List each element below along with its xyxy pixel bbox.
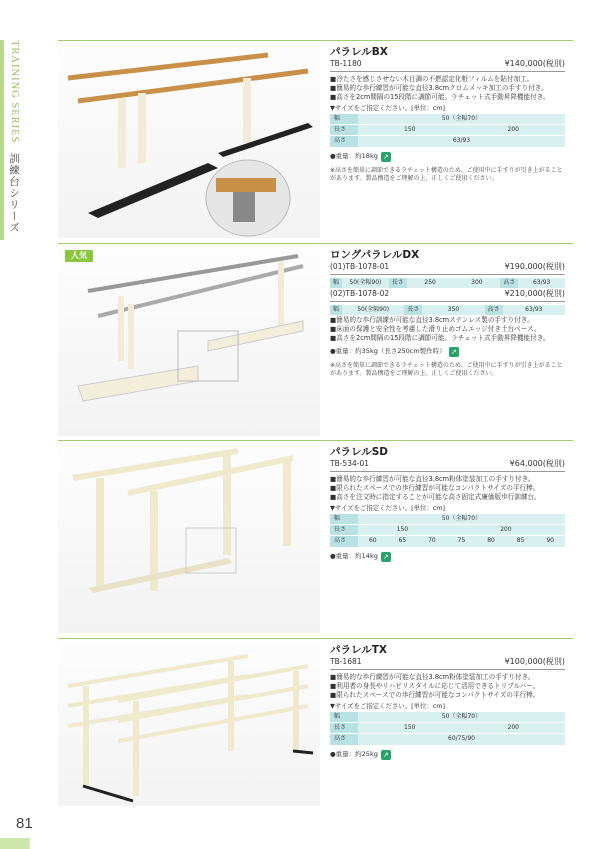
size-note: ▼サイズをご指定ください。[単位：cm] [330, 503, 445, 512]
spec-value: 50（全幅70） [358, 712, 565, 723]
feature: ■限られたスペースでの歩行練習が可能なコンパクトサイズの平行棒。 [330, 483, 540, 492]
product-long-parallel-dx [330, 248, 565, 378]
weight-row [330, 750, 565, 760]
product-image-long-parallel-dx [58, 246, 320, 436]
weight-icon: ↗ [381, 152, 391, 162]
product-price: ¥210,000(税別) [504, 289, 565, 299]
variant1-spec [330, 278, 565, 288]
spec-label: 長さ [330, 125, 358, 136]
popular-badge: 人気 [65, 250, 93, 262]
page-number: 81 [16, 815, 33, 832]
weight: ●重量：約14kg [330, 552, 378, 561]
spec-value: 150 [358, 525, 447, 536]
divider [58, 243, 573, 244]
feature: ■利用者の身長やリハビリスタイルに応じて活用できるトリプルバー。 [330, 681, 540, 690]
product-code: (01)TB-1078-01 [330, 262, 390, 272]
spec-value: 60 [358, 536, 388, 547]
divider [58, 440, 573, 441]
spec-value: 250 [407, 278, 454, 288]
spec-label: 高さ [500, 278, 518, 288]
product-price: ¥100,000(税別) [504, 657, 565, 667]
spec-value: 80 [476, 536, 506, 547]
spec-value: 65 [388, 536, 418, 547]
spec-value: 50(全幅90) [342, 278, 389, 288]
spec-value: 200 [447, 525, 565, 536]
product-code: TB-534-01 [330, 459, 369, 469]
spec-value: 150 [358, 723, 462, 734]
spec-value: 50（全幅70） [358, 514, 565, 525]
spec-label: 幅 [330, 114, 358, 125]
spec-value: 63/93 [358, 136, 565, 147]
feature: ■簡易的な歩行練習が可能な直径3.8cmクロムメッキ加工の手すり付き。 [330, 83, 548, 92]
spec-value: 70 [417, 536, 447, 547]
product-price: ¥190,000(税別) [504, 262, 565, 272]
note: ※高さを簡単に調節できるラチェット構造のため、ご使用中に手すりが引き上がることがあります。製品構造をご理解の上、正しくご使用ください。 [330, 361, 563, 377]
spec-value: 75 [447, 536, 477, 547]
spec-value: 300 [454, 278, 501, 288]
weight-icon: ↗ [381, 552, 391, 562]
spec-label: 高さ [330, 136, 358, 147]
spec-label: 幅 [330, 278, 342, 288]
feature: ■床面の保護と安全性を考慮した滑り止めゴムエッジ付き土台ベース。 [330, 324, 541, 333]
spec-value: 200 [462, 125, 566, 136]
feature: ■簡易的な歩行訓練が可能な直径3.8cmステンレス製の手すり付き。 [330, 315, 534, 324]
product-parallel-tx [330, 643, 565, 760]
product-code: TB-1681 [330, 657, 362, 667]
product-image-parallel-bx [58, 43, 320, 238]
spec-value: 85 [506, 536, 536, 547]
feature: ■高さを注文時に指定することが可能な高さ固定式廉価版歩行訓練台。 [330, 492, 541, 501]
feature: ■簡易的な歩行練習が可能な直径3.8cm粉体塗装加工の手すり付き。 [330, 474, 535, 483]
spec-value: 60/75/90 [358, 734, 565, 745]
feature: ■高さを2cm間隔の15段階に調節可能。ラチェット式手動昇降機能付き。 [330, 92, 550, 101]
product-code: TB-1180 [330, 59, 362, 69]
product-code: (02)TB-1078-02 [330, 289, 390, 299]
spec-table [330, 712, 565, 745]
spec-label: 高さ [485, 305, 503, 315]
product-image-parallel-tx [58, 641, 320, 806]
spec-value: 50(全幅90) [342, 305, 404, 315]
weight-icon: ↗ [381, 750, 391, 760]
feature: ■冷たさを感じさせない木目調の不燃認定化粧フィルムを貼付加工。 [330, 74, 534, 83]
weight-row [330, 552, 565, 562]
product-name: パラレルSD [330, 446, 389, 458]
variant2-spec [330, 305, 565, 315]
side-title: TRAINING SERIES 訓練台シリーズ [8, 40, 20, 234]
note: ※高さを簡単に調節できるラチェット構造のため、ご使用中に手すりが引き上がることがあります。製品構造をご理解の上、正しくご使用ください。 [330, 166, 563, 182]
spec-value: 200 [462, 723, 566, 734]
product-name: パラレルTX [330, 644, 387, 656]
size-note: ▼サイズをご指定ください。[単位：cm] [330, 701, 445, 710]
spec-value: 63/93 [503, 305, 565, 315]
page-accent-bar [0, 838, 30, 849]
spec-label: 高さ [330, 734, 358, 745]
feature: ■限られたスペースでの歩行練習が可能なコンパクトサイズの平行棒。 [330, 690, 540, 699]
spec-value: 50（全幅70） [358, 114, 565, 125]
divider [58, 638, 573, 639]
feature: ■高さを2cm間隔の15段階に調節可能。ラチェット式手動昇降機能付き。 [330, 333, 550, 342]
spec-value: 63/93 [518, 278, 565, 288]
side-accent-bar [0, 40, 4, 240]
product-image-parallel-sd [58, 443, 320, 633]
product-name: パラレルBX [330, 46, 388, 58]
spec-table [330, 114, 565, 147]
weight: ●重量：約18kg [330, 152, 378, 161]
divider [58, 40, 573, 41]
spec-value: 90 [535, 536, 565, 547]
spec-label: 高さ [330, 536, 358, 547]
size-note: ▼サイズをご指定ください。[単位：cm] [330, 103, 445, 112]
spec-value: 150 [358, 125, 462, 136]
spec-label: 長さ [330, 525, 358, 536]
spec-label: 長さ [330, 723, 358, 734]
spec-label: 幅 [330, 712, 358, 723]
spec-label: 幅 [330, 305, 342, 315]
spec-label: 幅 [330, 514, 358, 525]
product-parallel-bx [330, 45, 565, 183]
product-price: ¥64,000(税別) [509, 459, 565, 469]
weight-icon: ↗ [449, 347, 459, 357]
product-name: ロングパラレルDX [330, 249, 420, 261]
spec-label: 長さ [404, 305, 422, 315]
weight-row [330, 152, 565, 162]
weight: ●重量：約25kg [330, 750, 378, 759]
spec-label: 長さ [389, 278, 407, 288]
weight: ●重量：約35kg（長さ250cm製作時） [330, 347, 446, 356]
product-price: ¥140,000(税別) [504, 59, 565, 69]
spec-value: 350 [422, 305, 484, 315]
product-parallel-sd [330, 445, 565, 562]
spec-table [330, 514, 565, 547]
side-tab [0, 40, 22, 234]
weight-row [330, 347, 565, 357]
feature: ■簡易的な歩行練習が可能な直径3.8cm粉体塗装加工の手すり付き。 [330, 672, 535, 681]
